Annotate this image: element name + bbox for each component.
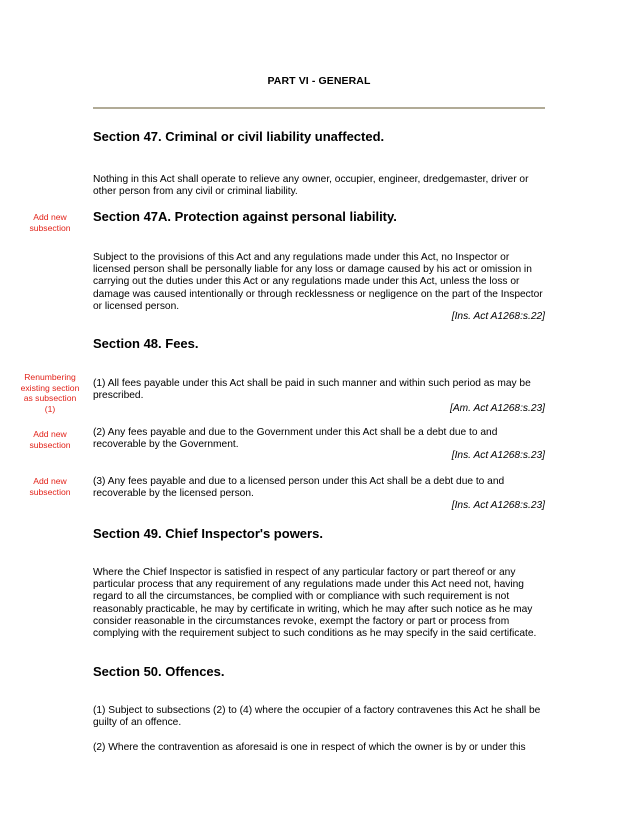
section-49-heading: Section 49. Chief Inspector's powers. bbox=[93, 526, 323, 541]
section-48-1-text: (1) All fees payable under this Act shall be paid in such manner and within such period as may be prescribed. bbox=[93, 378, 531, 402]
section-47a-heading: Section 47A. Protection against personal liability. bbox=[93, 209, 397, 224]
margin-note-48-1: Renumbering existing section as subsection (1) bbox=[20, 372, 80, 414]
section-divider bbox=[93, 107, 545, 109]
section-48-heading: Section 48. Fees. bbox=[93, 336, 199, 351]
section-50-2-text: (2) Where the contravention as aforesaid is one in respect of which the owner is by or under this bbox=[93, 742, 526, 753]
section-48-1-reference: [Am. Act A1268:s.23] bbox=[450, 403, 545, 414]
margin-note-47a: Add new subsection bbox=[29, 212, 71, 233]
section-48-3-text: (3) Any fees payable and due to a licensed person under this Act shall be a debt due to and recoverable by the licensed person. bbox=[93, 476, 505, 500]
section-48-2-text: (2) Any fees payable and due to the Government under this Act shall be a debt due to and recoverable by the Government. bbox=[93, 427, 498, 451]
section-47-text: Nothing in this Act shall operate to relieve any owner, occupier, engineer, dredgemaster, driver or other person from any civil or criminal liability. bbox=[93, 174, 529, 198]
margin-note-48-2: Add new subsection bbox=[29, 429, 71, 450]
section-48-2-reference: [Ins. Act A1268:s.23] bbox=[451, 450, 545, 461]
section-50-1-text: (1) Subject to subsections (2) to (4) where the occupier of a factory contravenes this Act he shall be guilty of an offence. bbox=[93, 705, 541, 729]
margin-note-48-3: Add new subsection bbox=[29, 476, 71, 497]
section-49-text: Where the Chief Inspector is satisfied in respect of any particular factory or part thereof or any particular process that any requirement of any regulations made under this Act need not, having regard to all the circumstances, be complied with or compliance with such requirement is not reasonably practicable, he may by certificate in writing, which he may after such notice as he may consider reasonable in the circumstances revoke, exempt the factory or part or process from complying with the requirement subject to such conditions as he may specify in the said certificate. bbox=[93, 567, 537, 640]
section-47-heading: Section 47. Criminal or civil liability unaffected. bbox=[93, 129, 385, 144]
section-47a-text: Subject to the provisions of this Act and any regulations made under this Act, no Inspector or licensed person shall be personally liable for any loss or damage caused by his act or omission in carrying out the duties under this Act or any regulations made under this Act, unless the loss or damage was caused intentionally or through recklessness or negligence on the part of the Inspector or licensed person. bbox=[93, 252, 543, 312]
section-50-heading: Section 50. Offences. bbox=[93, 664, 225, 679]
part-title: PART VI - GENERAL bbox=[267, 75, 371, 87]
section-48-3-reference: [Ins. Act A1268:s.23] bbox=[451, 500, 545, 511]
section-47a-reference: [Ins. Act A1268:s.22] bbox=[451, 311, 545, 322]
